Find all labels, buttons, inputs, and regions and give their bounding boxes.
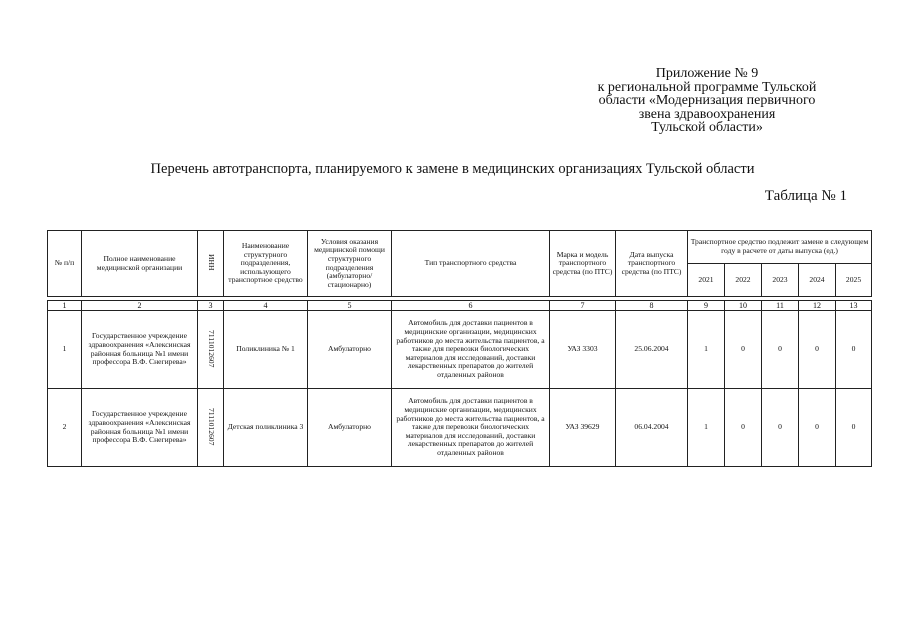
column-number: 8	[616, 301, 688, 311]
column-number: 6	[392, 301, 550, 311]
column-number: 1	[48, 301, 82, 311]
vehicles-table	[47, 230, 872, 467]
row-inn	[198, 389, 224, 467]
header-year: 2025	[836, 264, 872, 297]
header-replace-group: Транспортное средство подлежит замене в следующем году в расчете от даты выпуска (ед.)	[688, 231, 872, 264]
header-inn-text: ИНН	[206, 253, 216, 271]
header-inn	[198, 231, 224, 297]
appendix-line: области «Модернизация первичного	[598, 93, 816, 108]
column-number: 11	[762, 301, 799, 311]
appendix-line: к региональной программе Тульской	[597, 79, 817, 95]
row-model: УАЗ 3303	[550, 311, 616, 389]
header-year: 2024	[799, 264, 836, 297]
row-num: 2	[48, 389, 82, 467]
column-numbers-row	[48, 301, 872, 311]
table-label: Таблица № 1	[764, 188, 847, 204]
column-number: 13	[836, 301, 872, 311]
appendix-note	[560, 67, 854, 135]
column-number: 3	[198, 301, 224, 311]
column-number: 10	[725, 301, 762, 311]
column-number: 9	[688, 301, 725, 311]
row-type: Автомобиль для доставки пациентов в медицинские организации, медицинских работников до места жительства пациентов, а также для перевозки биологических материалов для исследований, доставки лекарственных препаратов до жителей отдаленных районов	[392, 311, 550, 389]
row-conditions: Амбулаторно	[308, 389, 392, 467]
row-2024: 0	[799, 311, 836, 389]
row-2021: 1	[688, 389, 725, 467]
document-title: Перечень автотранспорта, планируемого к замене в медицинских организациях Тульской области	[150, 161, 755, 177]
row-inn	[198, 311, 224, 389]
row-2022: 0	[725, 311, 762, 389]
row-num: 1	[48, 311, 82, 389]
header-conditions: Условия оказания медицинской помощи структурного подразделения (амбулаторно/ стационарно)	[308, 231, 392, 297]
table-row	[48, 311, 872, 389]
header-model: Марка и модель транспортного средства (по ПТС)	[550, 231, 616, 297]
header-year: 2023	[762, 264, 799, 297]
row-type: Автомобиль для доставки пациентов в медицинские организации, медицинских работников до места жительства пациентов, а также для перевозки биологических материалов для исследований, доставки лекарственных препаратов до жителей отдаленных районов	[392, 389, 550, 467]
row-org: Государственное учреждение здравоохранения «Алексинская районная больница №1 имени профессора В.Ф. Снегирева»	[82, 311, 198, 389]
row-2023: 0	[762, 311, 799, 389]
table-row	[48, 389, 872, 467]
row-org: Государственное учреждение здравоохранения «Алексинская районная больница №1 имени профессора В.Ф. Снегирева»	[82, 389, 198, 467]
header-date: Дата выпуска транспортного средства (по ПТС)	[616, 231, 688, 297]
row-2025: 0	[836, 389, 872, 467]
row-unit: Поликлиника № 1	[224, 311, 308, 389]
column-number: 7	[550, 301, 616, 311]
header-num: № п/п	[48, 231, 82, 297]
row-unit: Детская поликлиника 3	[224, 389, 308, 467]
header-org: Полное наименование медицинской организации	[82, 231, 198, 297]
column-number: 4	[224, 301, 308, 311]
header-year: 2021	[688, 264, 725, 297]
row-model: УАЗ 39629	[550, 389, 616, 467]
row-inn-text: 7111012607	[206, 407, 216, 445]
row-2021: 1	[688, 311, 725, 389]
row-2025: 0	[836, 311, 872, 389]
row-date: 06.04.2004	[616, 389, 688, 467]
row-date: 25.06.2004	[616, 311, 688, 389]
column-number: 2	[82, 301, 198, 311]
header-year: 2022	[725, 264, 762, 297]
header-unit: Наименование структурного подразделения, использующего транспортное средство	[224, 231, 308, 297]
appendix-line: звена здравоохранения	[638, 106, 776, 122]
row-2024: 0	[799, 389, 836, 467]
row-conditions: Амбулаторно	[308, 311, 392, 389]
row-2022: 0	[725, 389, 762, 467]
column-number: 5	[308, 301, 392, 311]
header-type: Тип транспортного средства	[392, 231, 550, 297]
appendix-line: Тульской области»	[651, 120, 763, 135]
column-number: 12	[799, 301, 836, 311]
row-2023: 0	[762, 389, 799, 467]
header-row	[48, 231, 872, 264]
appendix-line: Приложение № 9	[655, 66, 759, 81]
row-inn-text: 7111012607	[206, 329, 216, 367]
